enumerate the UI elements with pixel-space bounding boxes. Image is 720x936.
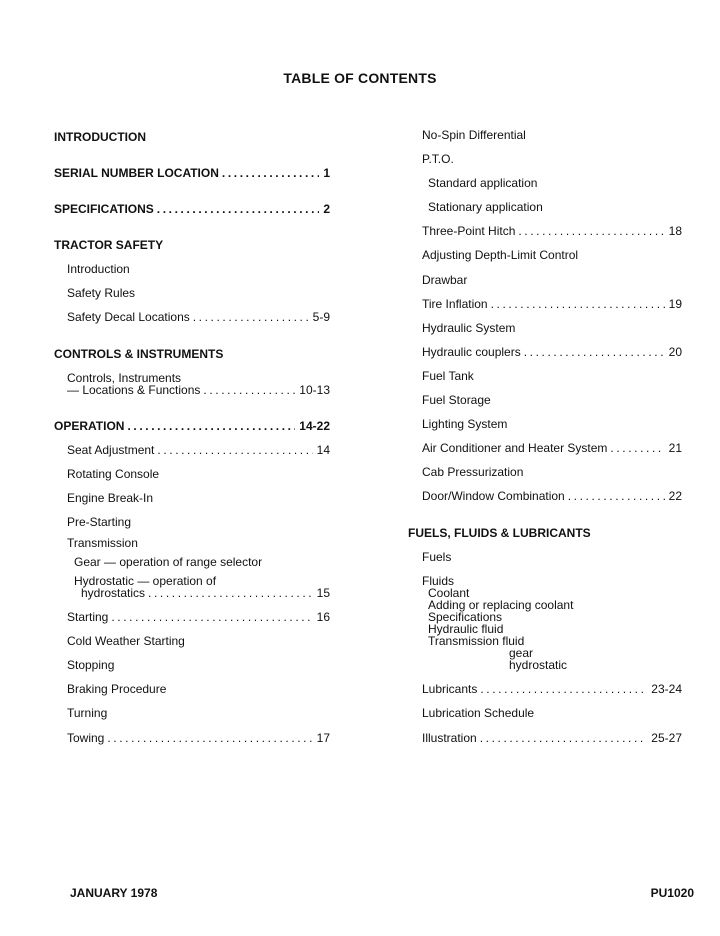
toc-entry-title: Fuels	[422, 550, 452, 564]
toc-entry-title: Standard application	[428, 176, 538, 190]
toc-entry-title: hydrostatic	[509, 658, 568, 672]
toc-section-heading	[54, 238, 330, 252]
toc-entry-title: Cold Weather Starting	[67, 634, 185, 648]
toc-page-number: 16	[316, 610, 330, 624]
toc-entry	[408, 176, 682, 190]
toc-entry	[408, 224, 682, 238]
toc-entry	[54, 467, 330, 481]
toc-entry-title: Towing	[67, 731, 105, 745]
toc-section-heading	[54, 347, 330, 361]
toc-entry	[408, 706, 682, 720]
toc-entry-title: Drawbar	[422, 273, 468, 287]
dot-leader	[515, 224, 664, 238]
toc-entry-title: Hydraulic fluid	[428, 622, 504, 636]
toc-entry	[408, 273, 682, 287]
toc-entry-title: Hydraulic couplers	[422, 345, 521, 359]
toc-entry	[54, 731, 330, 745]
toc-entry-title: Pre-Starting	[67, 515, 132, 529]
toc-entry-title: SPECIFICATIONS	[54, 202, 154, 216]
dot-leader	[200, 383, 295, 397]
dot-leader	[104, 731, 312, 745]
toc-page-number: 1	[323, 166, 330, 180]
toc-page-number: 20	[668, 345, 682, 359]
toc-entry-title: Lubricants	[422, 682, 478, 696]
toc-entry-title: gear	[509, 646, 534, 660]
toc-page-number: 14-22	[299, 419, 330, 433]
toc-entry	[54, 682, 330, 696]
toc-entry-title: Fluids	[422, 574, 455, 588]
dot-leader	[154, 443, 312, 457]
toc-entry	[408, 465, 682, 479]
toc-entry-title: Stationary application	[428, 200, 543, 214]
toc-page-number: 18	[668, 224, 682, 238]
toc-entry-title: P.T.O.	[422, 152, 454, 166]
toc-entry	[54, 310, 330, 324]
dot-leader	[154, 202, 320, 216]
toc-entry-title: Fuel Storage	[422, 393, 491, 407]
toc-entry-title: Safety Rules	[67, 286, 136, 300]
dot-leader	[108, 610, 312, 624]
toc-entry-title: Transmission	[67, 536, 138, 550]
toc-entry	[54, 706, 330, 720]
toc-entry-title: Braking Procedure	[67, 682, 167, 696]
toc-entry-title: Introduction	[67, 262, 130, 276]
toc-entry-title: TRACTOR SAFETY	[54, 238, 164, 252]
dot-leader	[521, 345, 665, 359]
toc-entry	[408, 345, 682, 359]
dot-leader	[477, 731, 648, 745]
toc-entry	[408, 441, 682, 455]
toc-entry-title: — Locations & Functions	[67, 383, 201, 397]
toc-entry	[54, 262, 330, 276]
toc-entry-title: Engine Break-In	[67, 491, 154, 505]
toc-entry-title: Door/Window Combination	[422, 489, 565, 503]
toc-entry-title: Three-Point Hitch	[422, 224, 516, 238]
toc-entry-title: SERIAL NUMBER LOCATION	[54, 166, 219, 180]
toc-entry-title: Transmission fluid	[428, 634, 525, 648]
toc-entry-title: Illustration	[422, 731, 477, 745]
toc-entry	[54, 286, 330, 300]
toc-page-number: 10-13	[299, 383, 330, 397]
toc-entry-title: INTRODUCTION	[54, 130, 146, 144]
toc-entry-title: FUELS, FLUIDS & LUBRICANTS	[408, 526, 591, 540]
toc-page-number: 17	[316, 731, 330, 745]
toc-entry	[408, 393, 682, 407]
dot-leader	[565, 489, 665, 503]
toc-entry	[408, 658, 682, 672]
dot-leader	[219, 166, 319, 180]
toc-page-number: 22	[668, 489, 682, 503]
dot-leader	[477, 682, 647, 696]
toc-section-heading	[408, 526, 682, 540]
toc-entry-title: Lubrication Schedule	[422, 706, 535, 720]
toc-entry	[54, 634, 330, 648]
toc-entry-title: Hydrostatic — operation of	[74, 574, 217, 588]
toc-entry	[54, 491, 330, 505]
toc-page-number: 2	[323, 202, 330, 216]
toc-entry-title: hydrostatics	[81, 586, 146, 600]
toc-entry	[408, 731, 682, 745]
toc-entry	[54, 555, 330, 569]
toc-entry-title: Seat Adjustment	[67, 443, 155, 457]
footer-date: JANUARY 1978	[70, 886, 158, 900]
toc-entry	[54, 658, 330, 672]
toc-entry-title: Gear — operation of range selector	[74, 555, 263, 569]
toc-page-number: 15	[316, 586, 330, 600]
toc-entry	[408, 550, 682, 564]
toc-entry-title: Coolant	[428, 586, 470, 600]
dot-leader	[124, 419, 295, 433]
toc-entry	[408, 489, 682, 503]
toc-entry	[54, 586, 330, 600]
toc-entry-title: Controls, Instruments	[67, 371, 182, 385]
toc-page-number: 14	[316, 443, 330, 457]
toc-entry	[408, 417, 682, 431]
toc-section-heading	[54, 419, 330, 433]
toc-entry	[408, 248, 682, 262]
dot-leader	[488, 297, 665, 311]
toc-entry	[408, 321, 682, 335]
dot-leader	[607, 441, 664, 455]
toc-section-heading	[54, 130, 330, 144]
toc-entry-title: Rotating Console	[67, 467, 160, 481]
toc-page-number: 23-24	[651, 682, 682, 696]
toc-entry	[408, 369, 682, 383]
toc-entry	[54, 610, 330, 624]
toc-entry	[408, 152, 682, 166]
toc-section-heading	[54, 166, 330, 180]
toc-entry-title: Adjusting Depth-Limit Control	[422, 248, 579, 262]
toc-entry-title: Air Conditioner and Heater System	[422, 441, 608, 455]
toc-entry-title: OPERATION	[54, 419, 125, 433]
page-title: TABLE OF CONTENTS	[283, 70, 437, 86]
toc-page-number: 25-27	[651, 731, 682, 745]
toc-entry-title: Cab Pressurization	[422, 465, 524, 479]
toc-entry-title: Starting	[67, 610, 109, 624]
toc-page-number: 5-9	[312, 310, 330, 324]
toc-entry	[408, 128, 682, 142]
toc-entry-title: Specifications	[428, 610, 503, 624]
toc-entry	[54, 383, 330, 397]
toc-entry	[54, 515, 330, 529]
toc-entry-title: No-Spin Differential	[422, 128, 526, 142]
toc-entry-title: Fuel Tank	[422, 369, 474, 383]
toc-entry	[54, 536, 330, 550]
toc-entry	[54, 443, 330, 457]
toc-entry-title: Lighting System	[422, 417, 508, 431]
toc-page-number: 21	[668, 441, 682, 455]
toc-entry-title: Adding or replacing coolant	[428, 598, 574, 612]
toc-entry	[408, 200, 682, 214]
dot-leader	[190, 310, 309, 324]
dot-leader	[145, 586, 313, 600]
toc-entry-title: Hydraulic System	[422, 321, 516, 335]
toc-entry-title: Safety Decal Locations	[67, 310, 190, 324]
footer-code: PU1020	[650, 886, 694, 900]
toc-entry-title: Stopping	[67, 658, 115, 672]
toc-entry-title: Turning	[67, 706, 108, 720]
toc-entry	[408, 682, 682, 696]
toc-entry-title: CONTROLS & INSTRUMENTS	[54, 347, 224, 361]
toc-page-number: 19	[668, 297, 682, 311]
toc-entry-title: Tire Inflation	[422, 297, 488, 311]
toc-entry	[408, 297, 682, 311]
toc-section-heading	[54, 202, 330, 216]
